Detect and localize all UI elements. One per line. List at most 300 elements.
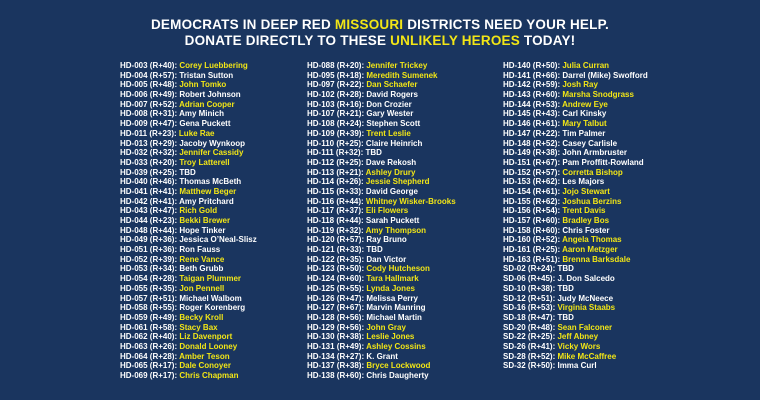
district-label: HD-138 (R+60):	[307, 371, 367, 380]
candidate-row	[120, 119, 257, 129]
district-label: SD-18 (R+47):	[503, 312, 558, 322]
candidate-row	[120, 361, 257, 371]
district-label: HD-160 (R+52):	[503, 235, 563, 245]
candidate-row	[307, 332, 456, 342]
candidate-name-link[interactable]: Liz Davenport	[179, 332, 233, 342]
district-label: HD-052 (R+39):	[120, 254, 180, 264]
candidate-row	[120, 158, 257, 168]
candidate-name: TBD	[557, 264, 574, 274]
district-label: HD-118 (R+44):	[307, 216, 366, 225]
candidate-name: Stephen Scott	[366, 119, 421, 129]
district-label: HD-156 (R+54):	[503, 206, 563, 216]
candidate-row	[307, 100, 456, 110]
district-label: HD-110 (R+25):	[307, 138, 366, 148]
candidate-row	[307, 255, 456, 265]
candidate-name-link[interactable]: Jessie Shepherd	[365, 177, 430, 187]
candidate-row	[120, 90, 257, 100]
district-label: HD-007 (R+52):	[120, 99, 180, 109]
candidate-row	[307, 90, 456, 100]
candidate-name: David George	[365, 186, 418, 196]
candidate-row	[307, 71, 456, 81]
candidate-row	[120, 274, 257, 284]
candidate-row	[120, 109, 257, 119]
candidate-name-link[interactable]: Becky Kroll	[179, 312, 224, 322]
candidate-row	[307, 197, 456, 207]
candidate-name: Amy Minich	[179, 109, 224, 119]
district-label: HD-051 (R+36):	[120, 245, 180, 255]
candidate-row	[307, 109, 456, 119]
district-label: HD-062 (R+40):	[120, 332, 180, 342]
candidate-name-link[interactable]: Bryce Lockwood	[366, 361, 431, 371]
candidate-name: J. Don Salcedo	[557, 274, 615, 284]
candidate-row	[120, 177, 257, 187]
candidate-name: Gena Puckett	[179, 119, 231, 129]
candidate-row	[503, 216, 648, 226]
candidate-name-link[interactable]: Tara Hallmark	[366, 274, 419, 284]
candidate-row	[120, 255, 257, 265]
candidate-row	[120, 206, 257, 216]
candidate-name: Chris Daugherty	[366, 371, 429, 380]
district-label: HD-152 (R+57):	[503, 167, 563, 177]
district-label: SD-22 (R+25):	[503, 332, 558, 342]
district-label: SD-06 (R+45):	[503, 274, 558, 284]
candidate-name-link[interactable]: Rich Gold	[179, 206, 218, 216]
district-label: HD-108 (R+24):	[307, 119, 367, 129]
candidate-row	[307, 245, 456, 255]
candidate-row	[307, 61, 456, 71]
candidate-row	[307, 129, 456, 139]
candidate-row	[307, 119, 456, 129]
district-label: HD-131 (R+49):	[307, 341, 367, 351]
candidate-name: Imma Curl	[557, 361, 597, 371]
district-label: HD-063 (R+26):	[120, 341, 180, 351]
candidate-row	[120, 245, 257, 255]
candidate-name-link[interactable]: Corey Luebbering	[179, 61, 248, 70]
district-label: HD-123 (R+50):	[307, 264, 367, 274]
candidate-row	[307, 139, 456, 149]
candidate-row	[503, 284, 648, 294]
candidate-name-link[interactable]: Troy Latterell	[179, 157, 230, 167]
district-label: HD-114 (R+26):	[307, 177, 366, 187]
district-label: HD-142 (R+59):	[503, 80, 563, 90]
candidate-name-link[interactable]: Jennifer Trickey	[366, 61, 428, 70]
district-label: HD-003 (R+40):	[120, 61, 180, 70]
candidate-name: Marvin Manring	[366, 303, 426, 313]
candidate-row	[120, 187, 257, 197]
candidate-name-link[interactable]: Brenna Barksdale	[562, 254, 631, 264]
candidate-row	[307, 303, 456, 313]
district-label: HD-109 (R+39):	[307, 128, 367, 138]
district-label: HD-146 (R+61):	[503, 119, 563, 129]
candidate-row	[307, 158, 456, 168]
district-label: SD-12 (R+51):	[503, 293, 558, 303]
district-label: HD-155 (R+62):	[503, 196, 563, 206]
district-label: HD-153 (R+62):	[503, 177, 563, 187]
district-label: SD-02 (R+24):	[503, 264, 558, 274]
candidate-name-link[interactable]: Dan Schaefer	[366, 80, 418, 90]
candidate-name: Tim Palmer	[562, 128, 606, 138]
candidate-row	[503, 352, 648, 362]
candidate-row	[307, 352, 456, 362]
candidate-name-link[interactable]: Jojo Stewart	[562, 186, 610, 196]
candidate-row	[503, 226, 648, 236]
district-label: HD-122 (R+35):	[307, 254, 367, 264]
candidate-row	[503, 80, 648, 90]
district-label: HD-061 (R+58):	[120, 322, 180, 332]
district-label: HD-009 (R+47):	[120, 119, 180, 129]
district-label: HD-134 (R+27):	[307, 351, 367, 361]
district-label: HD-127 (R+67):	[307, 303, 367, 313]
district-label: HD-107 (R+21):	[307, 109, 367, 119]
candidate-row	[503, 361, 648, 371]
candidate-row	[120, 294, 257, 304]
candidate-name-link[interactable]: Amber Teson	[179, 351, 230, 361]
candidate-row	[503, 139, 648, 149]
candidate-row	[307, 148, 456, 158]
candidate-name: Roger Korenberg	[179, 303, 246, 313]
district-label: HD-032 (R+32):	[120, 148, 180, 158]
candidate-name: Jessica O’Neal-Slisz	[179, 235, 257, 245]
candidate-name-link[interactable]: Virginia Staabs	[557, 303, 616, 313]
district-label: HD-161 (R+25):	[503, 245, 563, 255]
district-label: SD-28 (R+52):	[503, 351, 558, 361]
candidate-name-link[interactable]: Trent Davis	[562, 206, 606, 216]
headline-text: DEMOCRATS IN DEEP RED	[150, 17, 335, 32]
candidate-name-link[interactable]: Amy Thompson	[365, 225, 427, 235]
candidate-name-link[interactable]: Rene Vance	[179, 254, 225, 264]
district-label: HD-128 (R+56):	[307, 312, 367, 322]
district-label: HD-147 (R+22):	[503, 128, 563, 138]
district-label: HD-157 (R+60):	[503, 216, 563, 225]
district-label: HD-042 (R+41):	[120, 196, 180, 206]
candidate-name: Michael Martin	[366, 312, 422, 322]
district-label: HD-137 (R+38):	[307, 361, 367, 371]
district-label: HD-154 (R+61):	[503, 186, 563, 196]
candidate-row	[120, 313, 257, 323]
candidate-name: Amy Pritchard	[179, 196, 234, 206]
district-label: HD-120 (R+57):	[307, 235, 367, 245]
candidate-name: Hope Tinker	[179, 225, 226, 235]
candidate-name-link[interactable]: Jon Pennell	[179, 283, 225, 293]
candidate-name-link[interactable]: Joshua Berzins	[562, 196, 622, 206]
district-label: HD-124 (R+60):	[307, 274, 367, 284]
district-label: HD-033 (R+20):	[120, 157, 180, 167]
district-label: HD-043 (R+47):	[120, 206, 180, 216]
candidate-row	[120, 129, 257, 139]
candidate-name: Chris Foster	[562, 225, 610, 235]
candidate-row	[503, 264, 648, 274]
district-label: HD-112 (R+25):	[307, 157, 366, 167]
candidate-row	[307, 342, 456, 352]
district-label: HD-145 (R+43):	[503, 109, 563, 119]
candidate-row	[120, 264, 257, 274]
candidate-row	[503, 109, 648, 119]
candidate-row	[120, 226, 257, 236]
candidate-name: Melissa Perry	[366, 293, 418, 303]
candidate-column-1	[120, 61, 257, 381]
candidate-name-link[interactable]: Sean Falconer	[557, 322, 613, 332]
candidate-name: TBD	[365, 148, 382, 158]
candidate-row	[503, 197, 648, 207]
candidate-name-link[interactable]: Josh Ray	[562, 80, 598, 90]
headline-text: DONATE DIRECTLY TO THESE	[184, 33, 391, 48]
candidate-row	[307, 313, 456, 323]
candidate-name: Carl Kinsky	[562, 109, 607, 119]
candidate-name: TBD	[557, 283, 574, 293]
district-label: HD-116 (R+44):	[307, 196, 366, 206]
district-label: HD-053 (R+34):	[120, 264, 180, 274]
candidate-name-link[interactable]: Mary Talbut	[562, 119, 607, 129]
candidate-row	[503, 255, 648, 265]
candidate-name: Gary Wester	[366, 109, 414, 119]
district-label: HD-088 (R+20):	[307, 61, 367, 70]
candidate-name: Sarah Puckett	[365, 216, 420, 225]
district-label: HD-065 (R+17):	[120, 361, 180, 371]
candidate-name: Don Crozier	[366, 99, 412, 109]
district-label: HD-140 (R+50):	[503, 61, 563, 70]
headline-line1	[0, 17, 760, 33]
candidate-row	[307, 168, 456, 178]
candidate-name-link[interactable]: Ashley Cossins	[366, 341, 426, 351]
district-label: HD-064 (R+28):	[120, 351, 180, 361]
district-label: HD-103 (R+16):	[307, 99, 367, 109]
candidate-row	[307, 361, 456, 371]
candidate-row	[307, 274, 456, 284]
headline-line2	[0, 33, 760, 49]
candidate-name-link[interactable]: Ashley Drury	[365, 167, 416, 177]
candidate-name-link[interactable]: Lynda Jones	[366, 283, 415, 293]
candidate-row	[120, 371, 257, 381]
candidate-row	[503, 129, 648, 139]
candidate-name-link[interactable]: Bradley Bos	[562, 216, 610, 225]
candidate-row	[503, 187, 648, 197]
candidate-row	[503, 90, 648, 100]
candidate-row	[503, 332, 648, 342]
candidate-name-link[interactable]: Vicky Wors	[557, 341, 601, 351]
candidate-row	[503, 158, 648, 168]
candidate-row	[120, 197, 257, 207]
candidate-row	[120, 284, 257, 294]
candidate-name-link[interactable]: Meredith Sumenek	[366, 70, 438, 80]
candidate-name: Dan Victor	[366, 254, 407, 264]
district-label: HD-004 (R+57):	[120, 70, 180, 80]
district-label: HD-048 (R+44):	[120, 225, 180, 235]
district-label: HD-125 (R+55):	[307, 283, 367, 293]
district-label: HD-141 (R+66):	[503, 70, 563, 80]
candidate-name: Pam Proffitt-Rowland	[562, 157, 644, 167]
district-label: HD-006 (R+49):	[120, 90, 180, 100]
candidate-column-2	[307, 61, 456, 381]
candidate-name: Robert Johnson	[179, 90, 241, 100]
candidate-name-link[interactable]: Julia Curran	[562, 61, 610, 70]
candidate-row	[307, 216, 456, 226]
district-label: HD-121 (R+33):	[307, 245, 367, 255]
candidate-name: David Rogers	[366, 90, 418, 100]
candidate-row	[503, 206, 648, 216]
candidate-name: Ron Fauss	[179, 245, 221, 255]
candidate-row	[120, 216, 257, 226]
candidate-row	[503, 303, 648, 313]
district-label: HD-039 (R+25):	[120, 167, 180, 177]
candidate-row	[307, 187, 456, 197]
candidate-name-link[interactable]: John Tomko	[179, 80, 227, 90]
candidate-name-link[interactable]: Trent Leslie	[366, 128, 411, 138]
district-label: HD-111 (R+32):	[307, 148, 366, 158]
candidate-name-link[interactable]: Stacy Bax	[179, 322, 218, 332]
candidate-row	[503, 71, 648, 81]
candidate-row	[503, 274, 648, 284]
district-label: HD-148 (R+52):	[503, 138, 563, 148]
candidate-row	[120, 168, 257, 178]
district-label: HD-097 (R+22):	[307, 80, 367, 90]
candidate-name: Les Majors	[562, 177, 605, 187]
district-label: HD-143 (R+60):	[503, 90, 563, 100]
district-label: SD-10 (R+38):	[503, 283, 558, 293]
candidate-row	[503, 235, 648, 245]
district-label: HD-119 (R+32):	[307, 225, 366, 235]
candidate-row	[307, 226, 456, 236]
candidate-row	[307, 371, 456, 381]
candidate-name-link[interactable]: Andrew Eye	[562, 99, 608, 109]
candidate-row	[307, 264, 456, 274]
candidate-row	[307, 177, 456, 187]
candidate-name-link[interactable]: Leslie Jones	[366, 332, 415, 342]
candidate-name-link[interactable]: Angela Thomas	[562, 235, 622, 245]
candidate-name-link[interactable]: Dale Conoyer	[179, 361, 231, 371]
district-label: SD-32 (R+50):	[503, 361, 558, 371]
district-label: HD-040 (R+46):	[120, 177, 180, 187]
candidate-name-link[interactable]: John Gray	[366, 322, 406, 332]
candidate-name: Beth Grubb	[179, 264, 224, 274]
district-label: HD-049 (R+36):	[120, 235, 180, 245]
district-label: HD-113 (R+21):	[307, 167, 366, 177]
district-label: HD-095 (R+18):	[307, 70, 367, 80]
candidate-name: Casey Carlisle	[562, 138, 618, 148]
candidate-row	[120, 80, 257, 90]
candidate-name-link[interactable]: Mike McCaffree	[557, 351, 617, 361]
candidate-row	[503, 119, 648, 129]
district-label: HD-044 (R+23):	[120, 216, 180, 225]
candidate-row	[503, 342, 648, 352]
candidate-row	[120, 323, 257, 333]
candidate-row	[120, 148, 257, 158]
candidate-row	[307, 284, 456, 294]
candidate-row	[307, 206, 456, 216]
candidate-name-link[interactable]: Whitney Wisker-Brooks	[365, 196, 456, 206]
candidate-name-link[interactable]: Corretta Bishop	[562, 167, 623, 177]
candidate-name-link[interactable]: Marsha Snodgrass	[562, 90, 634, 100]
candidate-name-link[interactable]: Cody Hutcheson	[366, 264, 430, 274]
candidate-name-link[interactable]: Donald Looney	[179, 341, 238, 351]
district-label: HD-059 (R+49):	[120, 312, 180, 322]
candidate-name-link[interactable]: Jennifer Cassidy	[179, 148, 244, 158]
headline-highlight-text: UNLIKELY HEROES	[390, 33, 520, 48]
district-label: HD-041 (R+41):	[120, 186, 180, 196]
candidate-row	[120, 352, 257, 362]
district-label: SD-26 (R+41):	[503, 341, 558, 351]
district-label: HD-117 (R+37):	[307, 206, 366, 216]
headline-highlight-text: MISSOURI	[334, 17, 404, 32]
district-label: HD-058 (R+55):	[120, 303, 180, 313]
candidate-column-3	[503, 61, 648, 371]
district-label: HD-129 (R+56):	[307, 322, 367, 332]
candidate-name-link[interactable]: Bekki Brewer	[179, 216, 231, 225]
district-label: HD-149 (R+38):	[503, 148, 563, 158]
candidate-row	[120, 303, 257, 313]
header-title	[0, 17, 760, 49]
headline-text: DISTRICTS NEED YOUR HELP.	[403, 17, 610, 32]
candidate-name: Michael Walbom	[179, 293, 242, 303]
candidate-row	[503, 323, 648, 333]
candidate-name: Dave Rekosh	[365, 157, 417, 167]
candidate-name-link[interactable]: Taigan Plummer	[179, 274, 242, 284]
district-label: SD-16 (R+53):	[503, 303, 558, 313]
candidate-row	[120, 235, 257, 245]
candidate-row	[503, 100, 648, 110]
candidate-name: John Armbruster	[562, 148, 627, 158]
candidate-name-link[interactable]: Chris Chapman	[179, 371, 239, 380]
candidate-name: Ray Bruno	[366, 235, 407, 245]
district-label: HD-102 (R+28):	[307, 90, 367, 100]
district-label: HD-144 (R+53):	[503, 99, 563, 109]
candidate-name: TBD	[366, 245, 383, 255]
candidate-row	[120, 139, 257, 149]
candidate-row	[503, 294, 648, 304]
district-label: HD-126 (R+47):	[307, 293, 367, 303]
district-label: HD-011 (R+23):	[120, 128, 179, 138]
candidate-name-link[interactable]: Jeff Abney	[557, 332, 599, 342]
candidate-row	[120, 332, 257, 342]
candidate-row	[120, 100, 257, 110]
candidate-row	[120, 61, 257, 71]
candidate-name: Jacoby Wynkoop	[179, 138, 246, 148]
candidate-row	[503, 313, 648, 323]
district-label: HD-005 (R+48):	[120, 80, 180, 90]
candidate-row	[503, 245, 648, 255]
candidate-row	[307, 80, 456, 90]
district-label: HD-151 (R+67):	[503, 157, 563, 167]
candidate-name-link[interactable]: Adrian Cooper	[179, 99, 235, 109]
candidate-name-link[interactable]: Aaron Metzger	[562, 245, 618, 255]
district-label: HD-069 (R+17):	[120, 371, 180, 380]
district-label: HD-158 (R+60):	[503, 225, 563, 235]
candidate-name-link[interactable]: Eli Flowers	[365, 206, 409, 216]
candidate-row	[503, 148, 648, 158]
candidate-row	[120, 71, 257, 81]
candidate-row	[307, 323, 456, 333]
candidate-name-link[interactable]: Luke Rae	[178, 128, 215, 138]
candidate-row	[503, 168, 648, 178]
district-label: HD-054 (R+28):	[120, 274, 180, 284]
candidate-name: K. Grant	[366, 351, 398, 361]
district-label: HD-008 (R+31):	[120, 109, 180, 119]
candidate-name: Judy McNeece	[557, 293, 614, 303]
district-label: HD-057 (R+51):	[120, 293, 180, 303]
candidate-name-link[interactable]: Matthew Beger	[179, 186, 237, 196]
headline-text: TODAY!	[519, 33, 576, 48]
district-label: HD-163 (R+51):	[503, 254, 563, 264]
candidate-name: Darrel (Mike) Swofford	[562, 70, 648, 80]
candidate-row	[120, 342, 257, 352]
district-label: SD-20 (R+48):	[503, 322, 558, 332]
candidate-name: TBD	[179, 167, 196, 177]
district-label: HD-115 (R+33):	[307, 186, 366, 196]
candidate-row	[503, 177, 648, 187]
district-label: HD-130 (R+38):	[307, 332, 367, 342]
candidate-name: Tristan Sutton	[179, 70, 234, 80]
candidate-row	[503, 61, 648, 71]
candidate-row	[307, 235, 456, 245]
